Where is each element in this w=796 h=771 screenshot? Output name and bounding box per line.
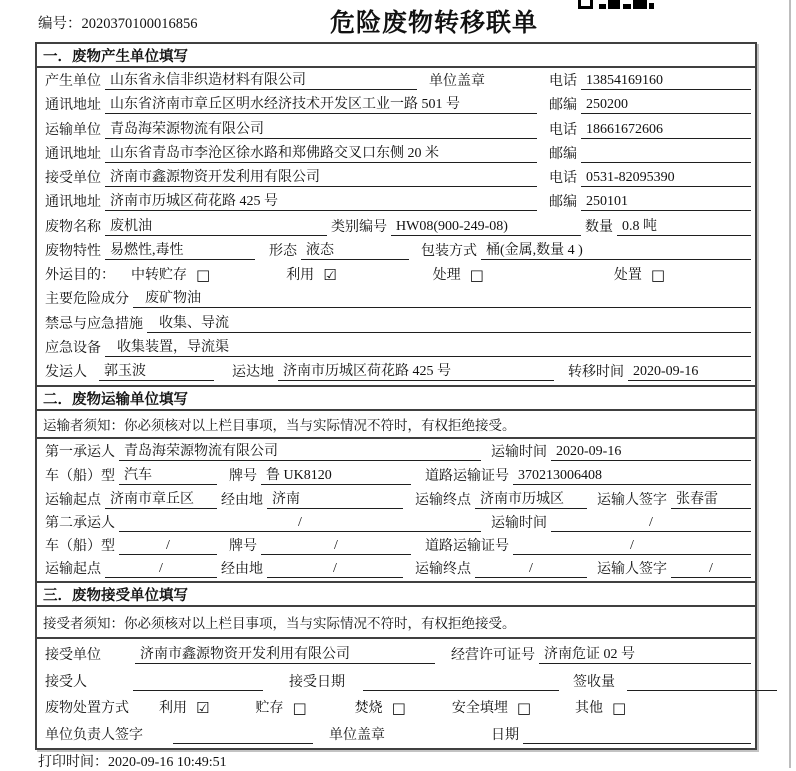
disposal-utilize-checkbox-icon: ☑ [196, 699, 210, 718]
producer-address-label: 通讯地址 [45, 98, 101, 114]
receiver-value: 济南市鑫源物资开发利用有限公司 [105, 166, 537, 187]
row-receiver [39, 166, 753, 190]
document-number [38, 12, 198, 33]
receiver-zip-value: 250101 [581, 194, 751, 211]
vehicle2-license-value: / [513, 538, 751, 555]
row-producer-address [39, 93, 753, 117]
waste-pack-label: 包装方式 [421, 243, 477, 259]
route1-start-label: 运输起点 [45, 493, 101, 508]
sign-date-value [523, 727, 751, 744]
hazard-label: 主要危险成分 [45, 292, 129, 308]
carrier1-label: 第一承运人 [45, 445, 115, 460]
row-hazard [39, 287, 753, 311]
row-carrier2 [39, 512, 753, 535]
taboo-value: 收集、导流 [147, 312, 751, 333]
disposal-option-incinerate: 焚烧 [354, 701, 383, 717]
route1-via-label: 经由地 [221, 493, 263, 508]
print-time-value: 2020-09-16 10:49:51 [108, 755, 227, 770]
producer-value: 山东省永信非织造材料有限公司 [105, 69, 417, 90]
section2-content [37, 439, 755, 583]
row-carrier1 [39, 440, 753, 464]
producer-phone-label: 电话 [549, 74, 577, 90]
route2-start-value: / [105, 561, 217, 578]
document-number-value: 2020370100016856 [81, 16, 198, 32]
producer-label: 产生单位 [45, 74, 101, 90]
disposal-option-utilize: 利用 [159, 701, 187, 717]
receiver-phone-label: 电话 [549, 171, 577, 187]
receiver-label: 接受单位 [45, 171, 101, 187]
responsible-sign-value [173, 727, 313, 744]
receiver-address-value: 济南市历城区荷花路 425 号 [105, 190, 537, 211]
section3-content [37, 639, 755, 748]
document-number-label: 编号： [38, 16, 82, 32]
waste-pack-value: 桶(金属,数量 4 ) [481, 239, 751, 260]
route2-sign-value: / [671, 561, 751, 578]
route2-start-label: 运输起点 [45, 562, 101, 577]
transporter-phone-label: 电话 [549, 122, 577, 138]
purpose-option-dispose: 处置 [613, 268, 642, 284]
route2-via-label: 经由地 [221, 562, 263, 577]
disposal-other-checkbox-icon: □ [612, 699, 627, 718]
taboo-label: 禁忌与应急措施 [45, 316, 143, 332]
vehicle1-license-value: 370213006408 [513, 468, 751, 485]
waste-code-value: HW08(900-249-08) [391, 219, 581, 236]
producer-seal-label: 单位盖章 [429, 74, 485, 90]
route1-sign-value: 张春雷 [671, 488, 751, 509]
receiver-phone-value: 0531-82095390 [581, 170, 751, 187]
row-route1 [39, 488, 753, 512]
section2-note: 运输者须知：你必须核对以上栏目事项，当与实际情况不符时，有权拒绝接受。 [37, 411, 755, 439]
route2-end-label: 运输终点 [415, 562, 471, 577]
carrier2-value: / [119, 515, 481, 532]
row-acceptor [39, 667, 753, 694]
row-accept-unit [39, 640, 753, 667]
producer-zip-value: 250200 [581, 97, 751, 114]
carrier2-label: 第二承运人 [45, 516, 115, 531]
purpose-dispose-checkbox-icon: □ [650, 266, 666, 285]
waste-qty-label: 数量 [585, 219, 613, 235]
vehicle2-label: 车（船）型 [45, 539, 115, 554]
disposal-option-storage: 贮存 [255, 701, 284, 717]
row-taboo [39, 311, 753, 335]
waste-character-value: 易燃性,毒性 [105, 239, 255, 260]
row-equipment [39, 336, 753, 360]
purpose-utilize-checkbox-icon: ☑ [323, 266, 337, 285]
row-vehicle1 [39, 464, 753, 488]
route1-end-label: 运输终点 [415, 493, 471, 508]
route1-end-value: 济南市历城区 [475, 488, 587, 509]
vehicle1-value: 汽车 [119, 464, 217, 485]
producer-address-value: 山东省济南市章丘区明水经济技术开发区工业一路 501 号 [105, 93, 537, 114]
section1-header: 一．废物产生单位填写 [37, 44, 755, 68]
carrier2-time-value: / [551, 515, 751, 532]
waste-form-label: 形态 [269, 243, 297, 259]
route2-via-value: / [267, 561, 403, 578]
transporter-phone-value: 18661672606 [581, 122, 751, 139]
waste-character-label: 废物特性 [45, 243, 101, 259]
destination-value: 济南市历城区荷花路 425 号 [278, 360, 554, 381]
transporter-zip-label: 邮编 [549, 146, 577, 162]
dispatcher-value: 郭玉波 [99, 360, 214, 381]
vehicle1-license-label: 道路运输证号 [425, 469, 509, 484]
disposal-storage-checkbox-icon: □ [292, 699, 307, 718]
waste-name-value: 废机油 [105, 215, 327, 236]
waste-name-label: 废物名称 [45, 219, 101, 235]
route2-sign-label: 运输人签字 [597, 562, 667, 577]
row-responsible-sign [39, 720, 753, 747]
row-waste-name [39, 214, 753, 238]
disposal-option-landfill: 安全填埋 [451, 701, 508, 717]
section3-header: 三．废物接受单位填写 [37, 583, 755, 607]
carrier1-time-label: 运输时间 [491, 445, 547, 460]
receipt-qty-value [627, 674, 777, 691]
accept-license-value: 济南危证 02 号 [539, 643, 751, 664]
accept-date-value [363, 674, 559, 691]
purpose-label: 外运目的： [45, 268, 115, 284]
row-purpose [39, 263, 753, 287]
purpose-option-utilize: 利用 [286, 268, 315, 284]
qr-code-fragment-icon [578, 0, 654, 9]
producer-phone-value: 13854169160 [581, 73, 751, 90]
dispatcher-label: 发运人 [45, 365, 87, 381]
producer-zip-label: 邮编 [549, 98, 577, 114]
waste-code-label: 类别编号 [331, 219, 387, 235]
vehicle2-value: / [119, 538, 217, 555]
transfer-time-value: 2020-09-16 [628, 364, 751, 381]
carrier1-time-value: 2020-09-16 [551, 444, 751, 461]
transporter-label: 运输单位 [45, 122, 101, 138]
purpose-option-storage: 中转贮存 [131, 268, 187, 284]
acceptor-value [133, 674, 263, 691]
row-producer [39, 69, 753, 93]
purpose-treat-checkbox-icon: □ [469, 266, 484, 285]
transfer-time-label: 转移时间 [568, 365, 624, 381]
section2-header: 二．废物运输单位填写 [37, 387, 755, 411]
manifest-table [35, 42, 757, 750]
vehicle2-license-label: 道路运输证号 [425, 539, 509, 554]
vehicle1-plate-value: 鲁 UK8120 [261, 464, 411, 485]
accept-license-label: 经营许可证号 [451, 647, 535, 663]
row-receiver-address [39, 190, 753, 214]
hazard-value: 废矿物油 [133, 287, 751, 308]
receiver-zip-label: 邮编 [549, 195, 577, 211]
row-vehicle2 [39, 535, 753, 558]
equipment-label: 应急设备 [45, 340, 101, 356]
row-route2 [39, 558, 753, 581]
route1-sign-label: 运输人签字 [597, 493, 667, 508]
row-transporter [39, 117, 753, 141]
acceptor-label: 接受人 [45, 674, 87, 690]
carrier2-time-label: 运输时间 [491, 516, 547, 531]
vehicle1-label: 车（船）型 [45, 469, 115, 484]
disposal-landfill-checkbox-icon: □ [516, 699, 532, 718]
transporter-value: 青岛海荣源物流有限公司 [105, 118, 537, 139]
route1-start-value: 济南市章丘区 [105, 488, 217, 509]
print-time [38, 751, 227, 771]
page-edge-line [789, 0, 791, 768]
accept-date-label: 接受日期 [289, 674, 345, 690]
transporter-address-value: 山东省青岛市李沧区徐水路和郑佛路交叉口东侧 20 米 [105, 142, 537, 163]
transporter-zip-value [581, 146, 751, 163]
waste-qty-value: 0.8 吨 [617, 215, 751, 236]
accept-unit-label: 接受单位 [45, 647, 101, 663]
receiver-address-label: 通讯地址 [45, 195, 101, 211]
sign-date-label: 日期 [491, 728, 519, 743]
carrier1-value: 青岛海荣源物流有限公司 [119, 440, 481, 461]
section3-note: 接受者须知：你必须核对以上栏目事项，当与实际情况不符时，有权拒绝接受。 [37, 607, 755, 639]
purpose-storage-checkbox-icon: □ [196, 266, 211, 285]
row-waste-character [39, 239, 753, 263]
vehicle2-plate-label: 牌号 [229, 539, 257, 554]
section1-content [37, 68, 755, 387]
accept-unit-value: 济南市鑫源物资开发利用有限公司 [135, 643, 435, 664]
row-dispatch [39, 360, 753, 384]
waste-form-value: 液态 [301, 239, 409, 260]
responsible-sign-label: 单位负责人签字 [45, 728, 143, 743]
print-time-label: 打印时间： [38, 755, 108, 770]
destination-label: 运达地 [232, 365, 274, 381]
unit-seal-label: 单位盖章 [329, 728, 385, 743]
vehicle2-plate-value: / [261, 538, 411, 555]
route1-via-value: 济南 [267, 488, 403, 509]
row-disposal [39, 694, 753, 721]
purpose-option-treat: 处理 [432, 268, 461, 284]
equipment-value: 收集装置，导流渠 [105, 336, 751, 357]
receipt-qty-label: 签收量 [573, 674, 615, 690]
row-transporter-address [39, 142, 753, 166]
disposal-label: 废物处置方式 [45, 701, 129, 717]
vehicle1-plate-label: 牌号 [229, 469, 257, 484]
disposal-incinerate-checkbox-icon: □ [391, 699, 406, 718]
page-title: 危险废物转移联单 [330, 9, 539, 37]
disposal-option-other: 其他 [575, 701, 604, 717]
transporter-address-label: 通讯地址 [45, 146, 101, 162]
route2-end-value: / [475, 561, 587, 578]
